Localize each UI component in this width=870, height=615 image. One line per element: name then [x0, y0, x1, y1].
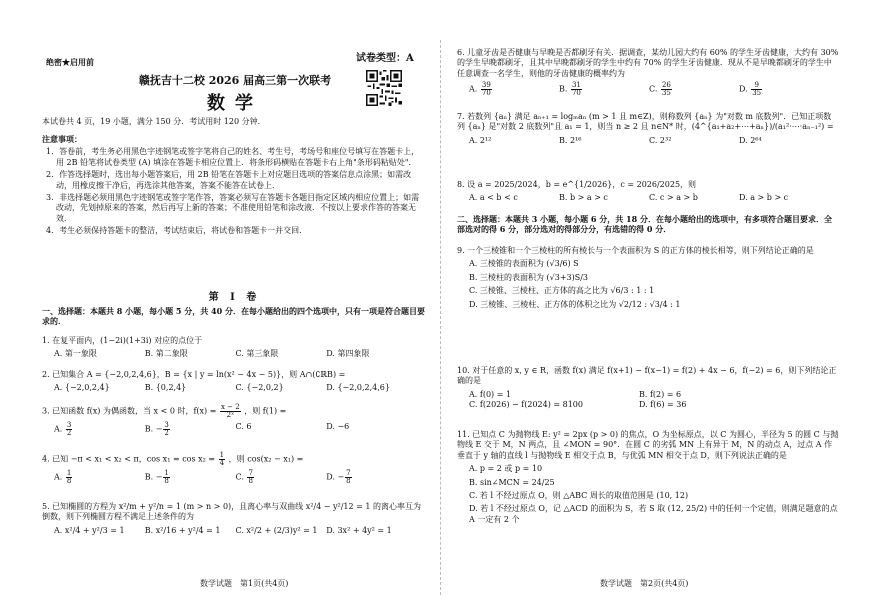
- question-stem: 8. 设 a = 2025/2024，b = e^{1/2026}，c = 2026/2025，则: [457, 180, 697, 189]
- option-a: A. {−2,0,2,4}: [54, 383, 110, 393]
- question-3: [42, 404, 427, 437]
- note-item: 3．非选择题必须用黑色字迹钢笔或签字笔作答，答案必须写在答题卡各题目指定区域内相应位置上；如需改动，先划掉原来的答案，然后再写上新的答案；不准使用铅笔和涂改液．不按以上要求作答的答案无效．: [46, 192, 420, 223]
- option-a: A. a < b < c: [469, 193, 518, 203]
- option-a: A. $\frac{39}{70}$: [469, 81, 491, 98]
- question-7: [457, 112, 839, 146]
- option-b: B. f(2) = 6: [639, 389, 682, 399]
- question-stem: 7. 若数列 {aₙ} 满足 aₙ₊₁ = logₘaₙ (m > 1 且 m∈Z)，则称数列 {aₙ} 为"对数 m 底数列"．已知正项数列 {aₙ} 是"对数 2 底数列"且 a₁ = 1，则当 n ≥ 2 且 n∈N* 时，(4^{a₁+a₂+⋯+aₙ})/(a₁²·⋯·aₙ₋₁²) =: [457, 112, 834, 132]
- option-b: B. $\frac{31}{70}$: [559, 81, 581, 98]
- question-4: [42, 452, 427, 485]
- option-d: D. −6: [326, 422, 350, 431]
- option-c: C. $\frac{26}{35}$: [649, 81, 671, 98]
- section-2-heading: 二、选择题：本题共 3 小题，每小题 6 分，共 18 分．在每小题给出的选项中，有多项符合题目要求．全部选对的得 6 分，部分选对的得部分分，有选错的得 0 分．: [457, 214, 832, 235]
- option-d: D. $\frac{9}{35}$: [739, 81, 762, 98]
- note-item: 1．答卷前，考生务必用黑色字迹钢笔或签字笔将自己的姓名、考生号，考场号和座位号填写在答题卡上，用 2B 铅笔将试卷类型 (A) 填涂在答题卡相应位置上．将条形码横贴在答题卡右上角"条形码粘贴处"．: [46, 147, 420, 167]
- question-2: [42, 370, 427, 394]
- option-c: C. 第三象限: [235, 349, 279, 359]
- question-stem: 5. 已知椭圆的方程为 x²/m + y²/n = 1 (m > n > 0)，且离心率与双曲线 x²/4 − y²/12 = 1 的离心率互为倒数，则下列椭圆方程不满足上述条件的为: [42, 502, 422, 522]
- option-a: A. p = 2 或 p = 10: [469, 464, 543, 474]
- option-b: B. − $\frac{3}{2}$: [144, 421, 169, 437]
- option-a: A. f(0) = 1: [469, 389, 512, 399]
- option-a: A. x²/4 + y²/3 = 1: [54, 525, 125, 535]
- question-10: [457, 366, 839, 411]
- question-1: [42, 336, 427, 360]
- section-1-heading: 一、选择题：本题共 8 小题，每小题 5 分，共 40 分．在每小题给出的四个选项中，只有一项是符合题目要求的．: [42, 306, 425, 327]
- option-d: D. a > b > c: [739, 193, 789, 203]
- question-8: [457, 180, 839, 204]
- option-d: D. 若 l 不经过原点 O，记 △ACD 的面积为 S，若 S 取 (12, 25/2) 中的任何一个定值，则满足题意的点 A 一定有 2 个: [469, 504, 838, 524]
- subject-title: 数学: [207, 93, 263, 114]
- page-footer-left: 数学试题 第1页(共4页): [200, 579, 289, 588]
- question-11: [457, 430, 839, 528]
- question-stem: 1. 在复平面内，(1−2i)(1+3i) 对应的点位于: [42, 336, 203, 345]
- question-stem: 10. 对于任意的 x, y ∈ R，函数 f(x) 满足 f(x+1) − f(x−1) = f(2) + 4x − 6，f(−2) = 6，则下列结论正确的是: [457, 366, 837, 386]
- option-b: B. 第二象限: [144, 349, 188, 359]
- option-a: A. $\frac{1}{8}$: [54, 469, 72, 485]
- option-d: D. − $\frac{7}{8}$: [326, 469, 351, 485]
- page-footer-right: 数学试题 第2页(共4页): [600, 579, 689, 588]
- question-stem: 6. 儿童牙齿是否健康与早晚是否都刷牙有关．据调查，某幼儿园大约有 60% 的学生牙齿健康，大约有 30% 的学生早晚都刷牙，且其中早晚都刷牙的学生中约有 70% 的学生牙齿健康．现从不是早晚都刷牙的学生中任意调查一名学生，则他的牙齿健康的概率约为: [457, 48, 839, 78]
- option-c: C. $\frac{7}{8}$: [235, 469, 253, 485]
- option-b: B. 三棱柱的表面积为 (√3+3)S/3: [469, 272, 588, 282]
- option-d: D. 三棱锥、三棱柱、正方体的体积之比为 √2/12 : √3/4 : 1: [469, 299, 681, 309]
- question-stem: 3. 已知函数 f(x) 为偶函数，当 x < 0 时，f(x) = $\frac{x - 2}{\text{2ˣ}}$ ，则 f(1) =: [42, 403, 287, 419]
- option-c: C. c > a > b: [649, 193, 698, 203]
- qr-code-icon: [366, 70, 402, 106]
- option-c: C. f(2026) − f(2024) = 8100: [469, 400, 583, 410]
- option-b: B. x²/16 + y²/4 = 1: [144, 525, 221, 535]
- paper-type: 试卷类型：A: [356, 53, 414, 64]
- option-d: D. 第四象限: [326, 349, 370, 359]
- question-5: [42, 502, 427, 536]
- option-b: B. {0,2,4}: [144, 383, 187, 393]
- option-c: C. x²/2 + (2/3)y² = 1: [235, 525, 318, 535]
- question-stem: 4. 已知 −π < x₁ < x₂ < π，cos x₁ = cos x₂ = $\frac{1}{4}$ ，则 cos(x₂ − x₁) =: [42, 451, 304, 467]
- option-c: C. 6: [235, 422, 252, 431]
- notes-heading: 注意事项：: [42, 134, 82, 144]
- question-6: [457, 48, 839, 97]
- question-9: [457, 246, 839, 313]
- fraction: $\frac{x - 2}{\text{2ˣ}}$: [220, 403, 240, 419]
- option-a: A. $\frac{3}{2}$: [54, 421, 72, 437]
- option-c: C. {−2,0,2}: [235, 383, 284, 393]
- option-b: B. b > a > c: [559, 193, 608, 203]
- option-d: D. 3x² + 4y² = 1: [326, 525, 392, 535]
- question-stem: 9. 一个三棱锥和一个三棱柱的所有棱长与一个表面积为 S 的正方体的棱长相等，则下列结论正确的是: [457, 246, 814, 255]
- note-item: 4．考生必须保持答题卡的整洁，考试结束后，将试卷和答题卡一并交回．: [46, 226, 308, 236]
- option-a: A. 三棱锥的表面积为 (√3/6) S: [469, 259, 579, 269]
- option-a: A. 第一象限: [54, 349, 97, 359]
- confidential-mark: 绝密★启用前: [46, 57, 94, 67]
- fraction: $\frac{1}{4}$: [219, 451, 225, 467]
- exam-title: 赣抚吉十二校 2026 届高三第一次联考: [138, 74, 332, 87]
- option-d: D. f(6) = 36: [639, 400, 687, 410]
- option-c: C. 三棱锥、三棱柱、正方体的高之比为 √6/3 : 1 : 1: [469, 286, 655, 296]
- option-b: B. − $\frac{1}{8}$: [144, 469, 169, 485]
- volume-heading: 第 Ⅰ 卷: [208, 292, 261, 303]
- intro-text: 本试卷共 4 页，19 小题，满分 150 分．考试用时 120 分钟．: [42, 117, 266, 126]
- question-stem: 11. 已知点 C 为抛物线 E: y² = 2px (p > 0) 的焦点，O 为坐标原点，以 C 为圆心，半径为 5 的圆 C 与抛物线 E 交于 M，N 两点，且 ∠MON = 90°．在圆 C 的劣弧 MN 上有异于 M，N 的动点 A，过点 A 作垂直于 y 轴的直线 l 与抛物线 E 相交于点 B，与优弧 MN 相交于点 D，则下列说法正确的是: [457, 430, 839, 460]
- note-item: 2．作答选择题时，选出每小题答案后，用 2B 铅笔在答题卡上对应题目选项的答案信息点涂黑；如需改动，用橡皮擦干净后，再选涂其他答案，答案不能答在试卷上．: [46, 170, 412, 190]
- option-a: A. 2¹²: [469, 135, 492, 145]
- option-d: D. 2⁶⁴: [739, 135, 762, 145]
- option-b: B. sin∠MCN = 24/25: [469, 477, 555, 487]
- option-c: C. 若 l 不经过原点 O，则 △ABC 周长的取值范围是 (10, 12): [469, 490, 689, 500]
- option-b: B. 2¹⁶: [559, 135, 582, 145]
- option-d: D. {−2,0,2,4,6}: [326, 383, 390, 393]
- option-c: C. 2³²: [649, 135, 672, 145]
- question-stem: 2. 已知集合 A = {−2,0,2,4,6}，B = {x | y = ln(x² − 4x − 5)}，则 A∩(∁ℝB) =: [42, 370, 346, 379]
- notes-block: [42, 134, 427, 239]
- column-divider: [440, 40, 441, 595]
